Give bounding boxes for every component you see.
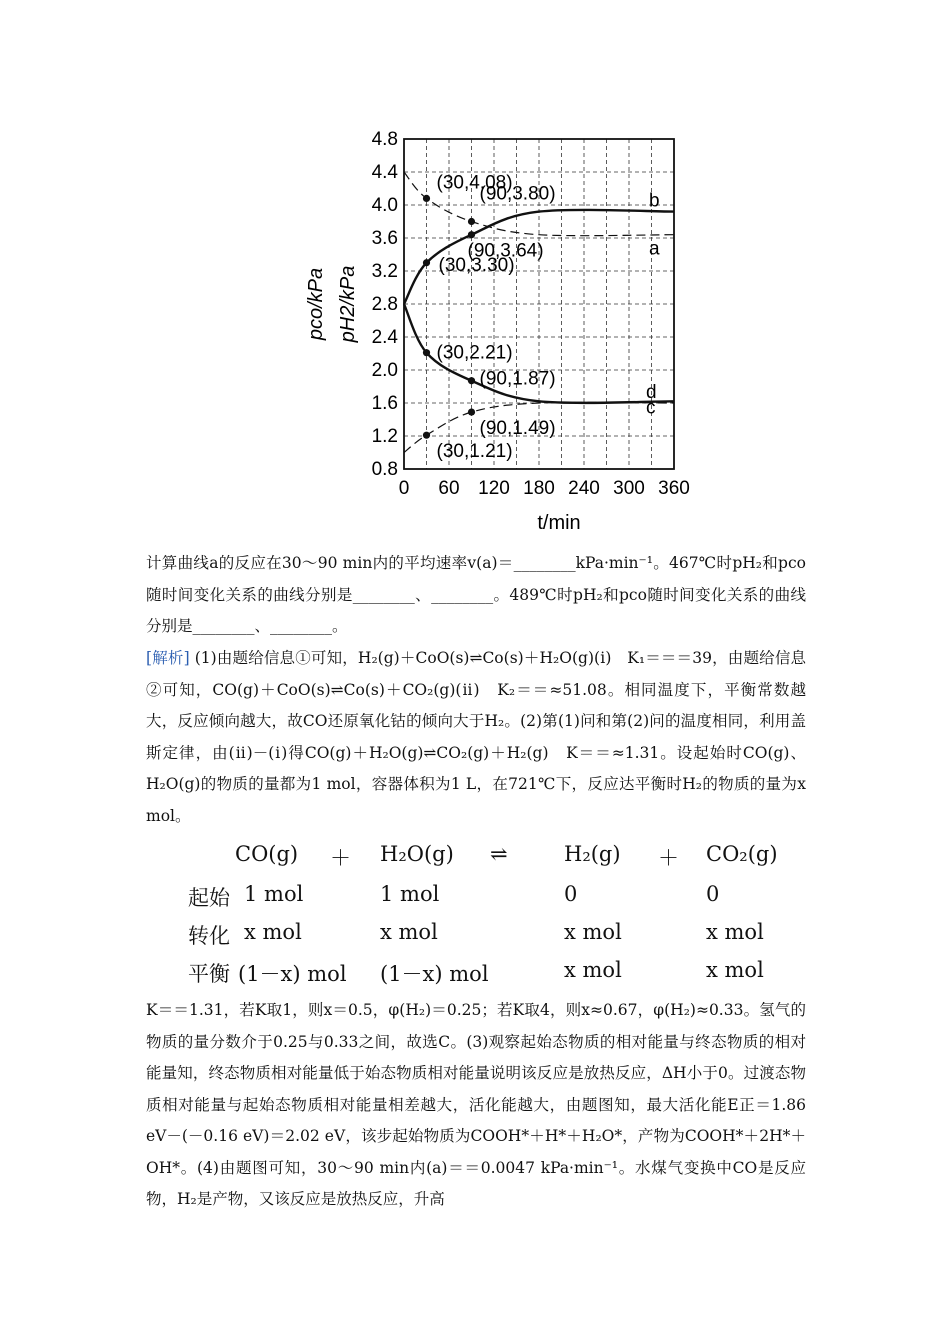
analysis-tag: [解析] (146, 649, 190, 667)
ice-header-arrow: ⇌ (490, 842, 508, 866)
analysis-text: (1)由题给信息①可知，H₂(g)＋CoO(s)⇌Co(s)＋H₂O(g)(ⅰ) K₁＝＝＝39，由题给信息②可知，CO(g)＋CoO(s)⇌Co(s)＋CO₂(g)(ⅱ) K₂＝＝≈51.08。相同温度下，平衡常数越大，反应倾向越大，故CO还原氧化钴的倾向大于H₂。(2)第(1)问和第(2)问的温度相同，利用盖斯定律，由(ⅱ)－(ⅰ)得CO(g)＋H₂O(g)⇌CO₂(g)＋H₂(g) K＝＝≈1.31。设起始时CO(g)、H₂O(g)的物质的量都为1 mol，容器体积为1 L，在721℃下，反应达平衡时H₂的物质的量为x mol。 (146, 649, 806, 825)
ice-header-plus: ＋ (658, 846, 679, 870)
ice-cell: (1－x) mol (238, 962, 347, 986)
x-tick-label: 180 (523, 478, 555, 499)
data-label: (30,2.21) (436, 342, 513, 364)
ice-row-label: 起始 (188, 886, 230, 910)
ice-cell: 1 mol (380, 882, 440, 906)
y-tick-label: 0.8 (371, 459, 398, 480)
ice-row-change (180, 920, 820, 950)
ice-header-co2: CO₂(g) (706, 842, 778, 866)
data-label: (90,1.87) (479, 368, 556, 390)
x-tick-label: 300 (613, 478, 645, 499)
y-tick-label: 3.2 (371, 261, 398, 282)
data-label: (90,3.80) (479, 183, 556, 205)
y-tick-label: 1.6 (371, 393, 398, 414)
y-tick-label: 4.4 (371, 162, 398, 183)
x-tick-label: 360 (658, 478, 690, 499)
data-point (423, 432, 430, 439)
data-point (468, 377, 475, 384)
ice-header-co: CO(g) (235, 842, 299, 866)
ice-cell: x mol (706, 958, 764, 982)
ice-cell: x mol (564, 920, 622, 944)
data-label: (30,4.08) (436, 172, 513, 194)
ice-header-row (180, 842, 820, 872)
data-point (423, 259, 430, 266)
x-tick-label: 240 (568, 478, 600, 499)
analysis-paragraph (146, 643, 806, 832)
analysis-text-2: K＝＝1.31，若K取1，则x＝0.5，φ(H₂)＝0.25；若K取4，则x≈0.67，φ(H₂)≈0.33。氢气的物质的量分数介于0.25与0.33之间，故选C。(3)观察起始态物质的相对能量与终态物质的相对能量知，终态物质相对能量低于始态物质相对能量说明该反应是放热反应，ΔH小于0。过渡态物质相对能量与起始态物质相对能量相差越大，活化能越大，由题图知，最大活化能E正＝1.86 eV－(－0.16 eV)＝2.02 eV，该步起始物质为COOH*＋H*＋H₂O*，产物为COOH*＋2H*＋OH*。(4)由题图可知，30～90 min内(a)＝＝0.0047 kPa·min⁻¹。水煤气变换中CO是反应物，H₂是产物，又该反应是放热反应，升高 (146, 1001, 806, 1208)
y-axis-label-inner: pH2/kPa (337, 265, 359, 343)
x-tick-label: 120 (478, 478, 510, 499)
ice-cell: 1 mol (244, 882, 304, 906)
y-tick-label: 2.4 (371, 327, 398, 348)
y-tick-label: 3.6 (371, 228, 398, 249)
data-point (468, 231, 475, 238)
ice-cell: 0 (564, 882, 578, 906)
curve-label-c: c (646, 397, 656, 419)
pressure-time-chart (290, 125, 690, 545)
curve-label-a: a (649, 238, 660, 260)
ice-cell: x mol (244, 920, 302, 944)
data-label: (90,1.49) (479, 418, 556, 440)
ice-row-equilibrium (180, 958, 820, 988)
y-tick-label: 2.0 (371, 360, 398, 381)
ice-row-label: 平衡 (188, 962, 230, 986)
y-tick-label: 4.0 (371, 195, 398, 216)
ice-cell: x mol (564, 958, 622, 982)
data-point (423, 349, 430, 356)
ice-cell: x mol (380, 920, 438, 944)
x-axis-label: t/min (537, 512, 581, 534)
curve-label-b: b (649, 190, 660, 212)
analysis-paragraph-2 (146, 995, 806, 1216)
y-tick-label: 1.2 (371, 426, 398, 447)
data-label: (90,3.64) (467, 240, 544, 262)
data-label: (30,3.30) (438, 254, 515, 276)
y-tick-label: 2.8 (371, 294, 398, 315)
chart-svg (290, 125, 690, 545)
question-text: 计算曲线a的反应在30～90 min内的平均速率v(a)＝________kPa·min⁻¹。467℃时pH₂和pco随时间变化关系的曲线分别是________、________。489℃时pH₂和pco随时间变化关系的曲线分别是________、________。 (146, 554, 806, 635)
ice-header-h2: H₂(g) (564, 842, 621, 866)
ice-row-label: 转化 (188, 924, 230, 948)
data-label: (30,1.21) (436, 441, 513, 463)
question-paragraph (146, 548, 806, 643)
ice-row-initial (180, 882, 820, 912)
data-point (423, 195, 430, 202)
y-axis-label-outer: pco/kPa (305, 267, 327, 341)
y-tick-label: 4.8 (371, 129, 398, 150)
ice-cell: 0 (706, 882, 720, 906)
ice-header-plus: ＋ (330, 846, 351, 870)
ice-header-h2o: H₂O(g) (380, 842, 454, 866)
data-point (468, 218, 475, 225)
x-tick-label: 0 (398, 478, 410, 499)
ice-cell: (1－x) mol (380, 962, 489, 986)
curve-label-d: d (646, 382, 657, 404)
x-tick-label: 60 (438, 478, 460, 499)
data-point (468, 408, 475, 415)
ice-cell: x mol (706, 920, 764, 944)
